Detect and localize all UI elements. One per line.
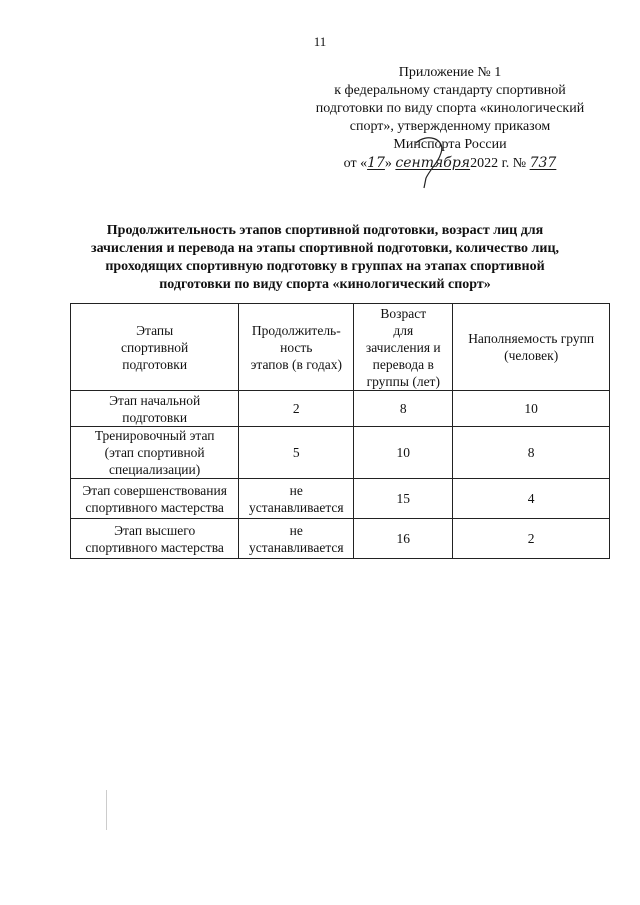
cell-text: Этап высшего [114, 522, 196, 538]
header-text: группы (лет) [366, 373, 440, 389]
date-mid: » [384, 156, 392, 171]
scan-artifact [106, 790, 107, 830]
cell-text: 8 [527, 445, 535, 460]
cell-age [354, 391, 453, 427]
stages-table [70, 303, 610, 559]
cell-group-size [453, 391, 610, 427]
cell-duration [239, 427, 354, 479]
cell-text: Этап совершенствования [82, 482, 227, 498]
header-text: Этапы [136, 322, 174, 338]
table-row [71, 427, 610, 479]
title-line: подготовки по виду спорта «кинологический спорт» [159, 277, 491, 292]
cell-text: подготовки [122, 409, 188, 425]
header-text: (человек) [504, 348, 559, 363]
cell-text: спортивного мастерства [85, 499, 224, 515]
header-stage [71, 304, 239, 391]
cell-text: 4 [527, 491, 535, 506]
cell-text: специализации) [109, 462, 201, 477]
cell-text: 10 [396, 445, 411, 460]
cell-text: 15 [396, 491, 411, 506]
table-row [71, 391, 610, 427]
header-text: зачисления и [365, 339, 441, 355]
cell-text: Этап начальной [109, 392, 201, 408]
header-age [354, 304, 453, 391]
cell-text: не [289, 522, 303, 538]
handwritten-order-number: 737 [529, 155, 557, 171]
cell-age [354, 427, 453, 479]
signature-flourish-icon [386, 133, 506, 193]
header-text: для [393, 322, 414, 338]
table-row [71, 479, 610, 519]
cell-duration [239, 519, 354, 559]
header-text: подготовки [122, 356, 188, 372]
cell-group-size [453, 427, 610, 479]
page-number: 11 [313, 34, 327, 49]
cell-text: 2 [527, 531, 535, 546]
table-body [71, 391, 610, 559]
title-line: проходящих спортивную подготовку в группах на этапах спортивной [105, 259, 545, 274]
header-text: Возраст [380, 305, 427, 321]
cell-stage [71, 391, 239, 427]
date-prefix: от « [343, 156, 368, 171]
cell-text: 2 [292, 401, 300, 416]
cell-text: 16 [396, 531, 411, 546]
cell-stage [71, 479, 239, 519]
appendix-line: к федеральному стандарту спортивной [334, 83, 566, 98]
appendix-line: подготовки по виду спорта «кинологический [315, 101, 585, 116]
cell-stage [71, 427, 239, 479]
cell-age [354, 519, 453, 559]
cell-text: Тренировочный этап [94, 428, 215, 443]
header-duration [239, 304, 354, 391]
cell-text: 10 [524, 401, 538, 416]
header-text: этапов (в годах) [250, 356, 342, 372]
header-text: ность [280, 339, 313, 355]
cell-duration [239, 391, 354, 427]
cell-stage [71, 519, 239, 559]
title-line: Продолжительность этапов спортивной подготовки, возраст лиц для [106, 223, 544, 238]
appendix-line: спорт», утвержденному приказом [349, 119, 551, 134]
date-year: 2022 г. № [470, 156, 527, 171]
header-text: Продолжитель- [251, 322, 341, 338]
cell-group-size [453, 519, 610, 559]
header-text: перевода в [372, 356, 434, 372]
header-text: Наполняемость групп [468, 331, 595, 346]
appendix-line: Минспорта России [393, 137, 507, 152]
handwritten-day: 17 [367, 155, 385, 171]
document-title [70, 222, 580, 294]
title-line: зачисления и перевода на этапы спортивной подготовки, количество лиц, [90, 241, 560, 256]
header-text: спортивной [121, 339, 189, 355]
handwritten-month: сентября [395, 155, 471, 171]
cell-duration [239, 479, 354, 519]
cell-text: устанавливается [248, 539, 344, 555]
header-group-size [453, 304, 610, 391]
appendix-title: Приложение № 1 [398, 65, 502, 80]
cell-text: (этап спортивной [104, 445, 205, 460]
cell-text: устанавливается [248, 499, 344, 515]
cell-text: спортивного мастерства [85, 539, 224, 555]
cell-text: 5 [292, 445, 300, 460]
cell-text: не [289, 482, 303, 498]
table-header-row [71, 304, 610, 391]
cell-text: 8 [399, 401, 407, 416]
cell-age [354, 479, 453, 519]
table-row [71, 519, 610, 559]
cell-group-size [453, 479, 610, 519]
